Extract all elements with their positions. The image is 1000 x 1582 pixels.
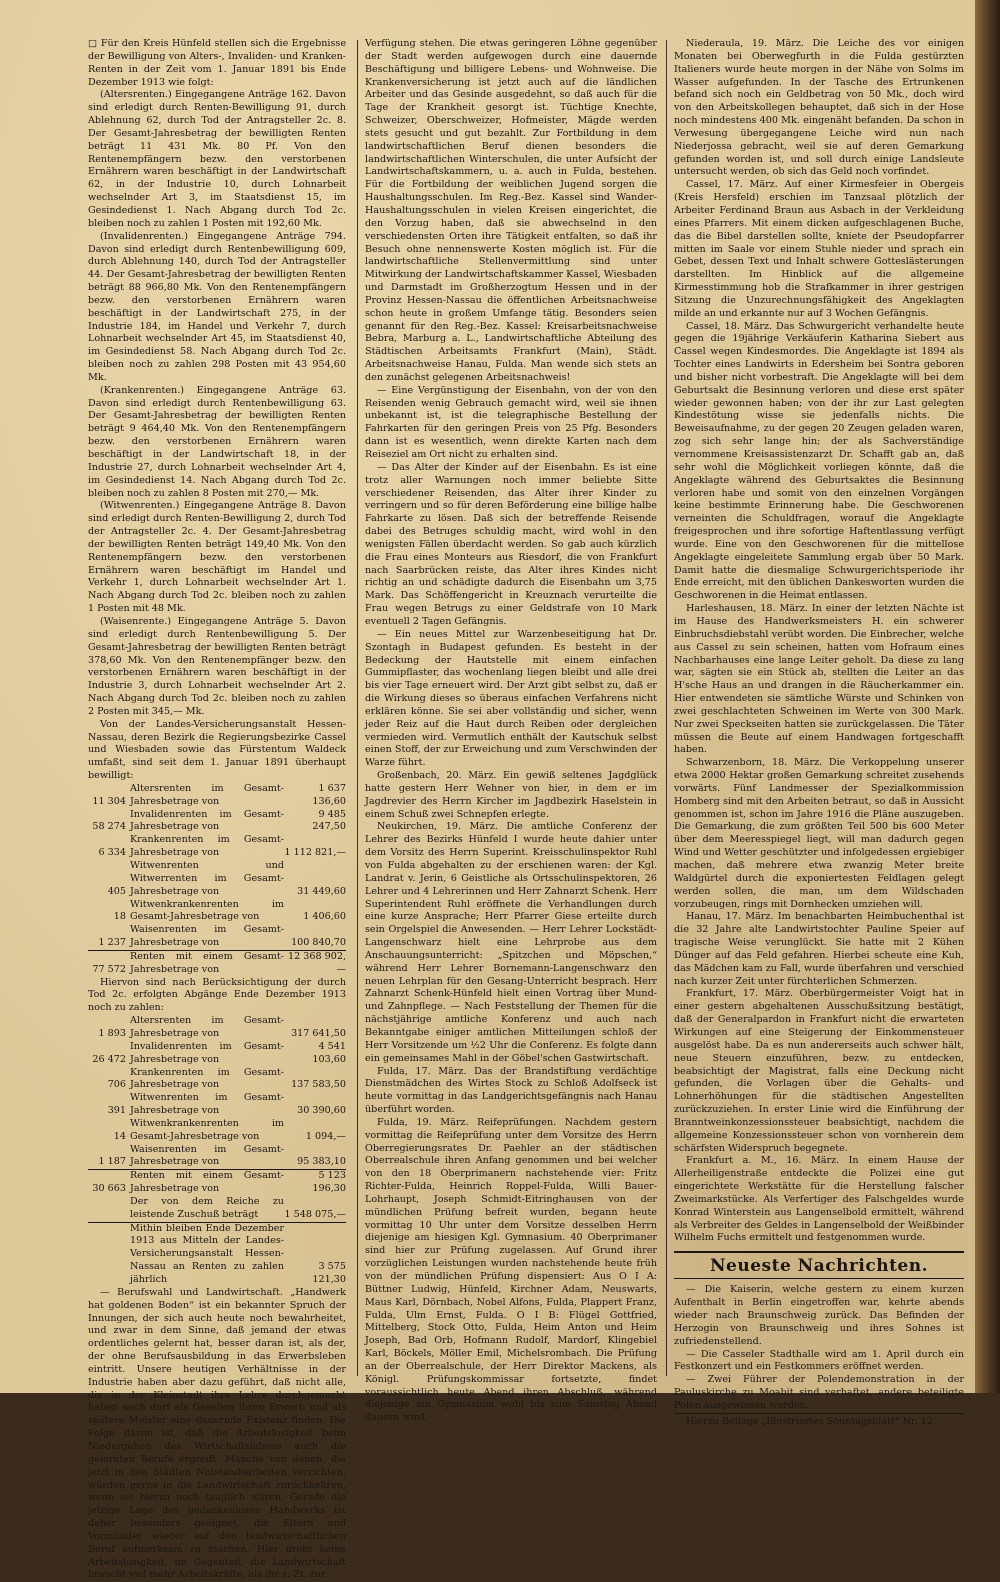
table-row: 391 Witwenrenten im Gesamt-Jahresbetrage von 30 390,60 [107, 1092, 346, 1117]
news-item: — Die Casseler Stadthalle wird am 1. April durch ein Festkonzert und ein Festkommers eröffnet werden. [674, 1348, 964, 1373]
supplement-note: Hierzu Beilage „Illustriertes Sonntagsblatt“ Nr. 12. [674, 1413, 964, 1429]
table-row: 1 237 Waisenrenten im Gesamt-Jahresbetrage von 100 840,70 [88, 924, 346, 950]
column-middle [365, 38, 657, 1424]
news-item: — Zwei Führer der Polendemonstration in der Pauluskirche zu Moabit sind verhaftet, andere beteiligte Polen ausgewiesen worden. [674, 1374, 964, 1411]
table-row-total: 30 663 Renten mit einem Gesamt-Jahresbetrage von 5 123 196,30 [92, 1170, 346, 1195]
table-row-total: 77 572 Renten mit einem Gesamt-Jahresbetrage von 12 368 902,— [92, 950, 346, 975]
pension-altersrenten: (Altersrenten.) Eingegangene Anträge 162. Davon sind erledigt durch Renten-Bewilligung 91, durch Ablehnung 62, durch Tod der Antragsteller 2c. 8. Der Gesamt-Jahresbetrag der bewilligten Renten beträgt 11 431 Mk. 80 Pf. Von den Rentenempfängern bezw. den verstorbenen Ernährern waren beschäftigt in der Landwirtschaft 62, in der Industrie 10, durch Lohnarbeit wechselnder Art 3, im Staatsdienst 15, im Gesindedienst 1. Nach Abgang durch Tod 2c. bleiben noch zu zahlen 1 Posten mit 192,60 Mk. [88, 89, 346, 229]
column-left [88, 38, 346, 1581]
article-berufswahl-cont: Verfügung stehen. Die etwas geringeren Löhne gegenüber der Stadt werden aufgewogen durch eine dauernde Beschäftigung und billigere Lebens- und Wohnweise. Die Krankenversicherung ist jetzt auch auf die ländlichen Arbeiter und das Gesinde ausgedehnt, so daß auch für die Tage der Krankheit gesorgt ist. Tüchtige Knechte, Schweizer, Oberschweizer, Hofmeister, Mägde werden stets gesucht und gut bezahlt. Zur Fortbildung in dem landwirtschaftlichen Beruf dienen besonders die landwirtschaftlichen Winterschulen, die unter Aufsicht der Landwirtschaftskammern, u. a. auch in Fulda, bestehen. Für die Fortbildung der weiblichen Jugend sorgen die Haushaltungsschulen. Im Reg.-Bez. Kassel sind Wander-Haushaltungsschulen in vielen Kreisen eingerichtet, die den Vorzug haben, daß sie abwechselnd in den verschiedensten Orten ihre Tätigkeit entfalten, so daß ihr Besuch ohne nennenswerte Kosten möglich ist. Für die landwirtschaftliche Stellenvermittlung sind unter Mitwirkung der Landwirtschaftskammer Kassel, Wiesbaden und Darmstadt im Großherzogtum Hessen und in der Provinz Hessen-Nassau die öffentlichen Arbeitsnachweise schon heute in großem Umfange tätig. Besonders seien genannt für den Reg.-Bez. Kassel: Kreisarbeitsnachweise Bebra, Marburg a. L., Landwirtschaftliche Abteilung des Städtischen Arbeitsamts Frankfurt (Main), Städt. Arbeitsnachweise Hanau, Fulda. Man wende sich stets an den zunächst gelegenen Arbeitsnachweis! [365, 38, 657, 383]
article-berufswahl: — Berufswahl und Landwirtschaft. „Handwerk hat goldenen Boden“ ist ein bekannter Spruch der Innungen, der sich auch heute noch bewahrheitet, und zwar in dem Sinne, daß jemand der etwas ordentliches gelernt hat, besser daran ist, als der, der ohne Berufsausbildung in das Erwerbsleben eintritt. Unsere heutigen Verhältnisse in der Industrie haben aber dazu geführt, daß nicht alle, die in der Kleinstadt ihre Lehre durchgemacht haben auch dort als Gesellen ihren Erwerb und als spätere Meister eine dauernde Existenz finden. Die Folge davon ist, daß die Arbeitslosigkeit beim Niedergehen des Wirtschaftslebens auch die gelernten Berufe ergreift. Manche von denen, die jetzt in den Städten Notstandsarbeiten verrichten, würden gerne in die Landwirtschaft zurückkehren, wenn sie hierzu noch tauglich wären. Gerade die jetzige Lage des gedankenlosen Handwerks ist daher besonders geeignet, die Eltern und Vormünder wieder auf den landwirtschaftlichen Beruf aufmerksam zu machen. Hier droht keine Arbeitslosigkeit, im Gegenteil, die Landwirtschaft braucht viel mehr Arbeitskräfte, als ihr z. Zt. zur [88, 1286, 346, 1581]
pension-landesanstalt-intro: Von der Landes-Versicherungsanstalt Hessen-Nassau, deren Bezirk die Regierungsbezirke Cassel und Wiesbaden sowie das Fürstentum Waldeck umfaßt, sind seit dem 1. Januar 1891 überhaupt bewilligt: [88, 718, 346, 782]
pension-krankenrenten: (Krankenrenten.) Eingegangene Anträge 63. Davon sind erledigt durch Rentenbewilligung 63. Der Gesamt-Jahresbetrag der bewilligten Renten beträgt 9 464,40 Mk. Von den Rentenempfängern bezw. den verstorbenen Ernährern waren beschäftigt in der Landwirtschaft 18, in der Industrie 27, durch Lohnarbeit wechselnder Art 4, im Gesindedienst 14. Nach Abgang durch Tod 2c. bleiben noch zu zahlen 8 Posten mit 270,— Mk. [88, 384, 346, 499]
table-row: 26 472 Invalidenrenten im Gesamt-Jahresbetrage von 4 541 103,60 [92, 1040, 346, 1065]
article-frankfurt-16: Frankfurt a. M., 16. März. In einem Hause der Allerheiligenstraße entdeckte die Polizei eine gut eingerichtete Werkstätte für die Herstellung falscher Zweimarkstücke. Als Verfertiger des Falschgeldes wurde Konrad Winterstein aus Langenselbold ermittelt, während als Verbreiter des Geldes in Langenselbold der Weißbinder Wilhelm Fuchs ermittelt und festgenommen wurde. [674, 1155, 964, 1244]
column-divider [357, 40, 358, 1376]
column-right [674, 38, 964, 1427]
column-divider [666, 40, 667, 1376]
table-row: 1 187 Waisenrenten im Gesamt-Jahresbetrage von 95 383,10 [88, 1144, 346, 1170]
article-harleshausen: Harleshausen, 18. März. In einer der letzten Nächte ist im Hause des Handwerksmeisters H. ein schwerer Einbruchsdiebstahl verübt worden. Die Einbrecher, welche aus Cassel zu sein scheinen, hatten vom Hofraum eines Nachbarhauses eine lange Leiter geholt. Da diese zu lang war, sägten sie ein Stück ab, stellten die Leiter an das H'sche Haus an und drangen in die Räucherkammer ein. Hier entwendeten sie sämtliche Würste und Schinken von zwei geschlachteten Schweinen im Werte von 300 Mark. Nur zwei Speckseiten hatten sie zurückgelassen. Die Täter müssen die Beute auf einem Handwagen fortgeschafft haben. [674, 603, 964, 756]
table-row-landes: Mithin bleiben Ende Dezember 1913 aus Mitteln der Landes-Versicherungsanstalt Hessen-Nassau an Renten zu zahlen jährlich 3 575 121,30 [130, 1222, 346, 1285]
article-neukirchen: Neukirchen, 19. März. Die amtliche Conferenz der Lehrer des Bezirks Hünfeld I wurde heute dahier unter dem Vorsitz des Herrn Superint. Kreisschulinspektor Ruhl von Fulda abgehalten zu der erschienen waren: der Kgl. Landrat v. Jerin, 6 Geistliche als Ortsschulinspektoren, 26 Lehrer und 4 Lehrerinnen und Herr Zahnarzt Schenk. Herr Superintendent Ruhl eröffnete die Verhandlungen durch eine kurze Ansprache; Herr Pfarrer Giese erteilte durch sein Orgelspiel die Anwesenden. — Herr Lehrer Lockstädt-Langenschwarz hielt eine Lehrprobe aus dem Anschauungsunterricht: „Spitzchen und Möpschen,“ während Herr Lehrer Bornemann-Langenschwarz den neuen Lehrplan für den Gesang-Unterricht besprach. Herr Zahnarzt Schenk-Hünfeld hielt einen Vortrag über Mund- und Zahnpflege. — Nach Feststellung der Themen für die nächstjährige amtliche Konferenz und auch nach Bekanntgabe einiger amtlichen Mitteilungen schloß der Herr Vorsitzende um ½2 Uhr die Conferenz. Es folgte dann ein gemeinsames Mahl in der Göbel'schen Gastwirtschaft. [365, 821, 657, 1064]
article-kinderalter: — Das Alter der Kinder auf der Eisenbahn. Es ist eine trotz aller Warnungen noch immer beliebte Sitte verschiedener Reisenden, das Alter ihrer Kinder zu verringern und so für deren Beförderung eine billige halbe Fahrkarte zu lösen. Daß sich der betreffende Reisende dabei des Betruges schuldig macht, wird wohl in den wenigsten Fällen überdacht werden. So gab auch kürzlich die Frau eines Monteurs aus Riesdorf, die von Frankfurt nach Saarbrücken reiste, das Alter ihres Kindes nicht richtig an und schädigte dadurch die Eisenbahn um 3,75 Mark. Das Schöffengericht in Kreuznach verurteilte die Frau wegen Betrugs zu einer Geldstrafe von 10 Mark eventuell 2 Tagen Gefängnis. [365, 461, 657, 627]
article-grossenbach: Großenbach, 20. März. Ein gewiß seltenes Jagdglück hatte gestern Herr Wehner von hier, in dem er im Jagdrevier des Herrn Kircher im Jagdbezirk Haselstein in einem Schuß zwei Schnepfen erlegte. [365, 770, 657, 820]
table-row: 58 274 Invalidenrenten im Gesamt-Jahresbetrage von 9 485 247,50 [92, 808, 346, 833]
pension-remaining-intro: Hiervon sind nach Berücksichtigung der durch Tod 2c. erfolgten Abgänge Ende Dezember 1913 noch zu zahlen: [88, 976, 346, 1014]
pension-table-total [88, 783, 346, 977]
article-hanau: Hanau, 17. März. Im benachbarten Heimbuchenthal ist die 32 Jahre alte Landwirtstochter Pauline Speier auf tragische Weise verunglückt. Sie hatte mit 2 Kühen Dünger auf das Feld gefahren. Hierbei scheute eine Kuh, das Mädchen kam zu Fall, wurde überfahren und verschied nach kurzer Zeit unter fürchterlichen Schmerzen. [674, 911, 964, 987]
news-item: — Die Kaiserin, welche gestern zu einem kurzen Aufenthalt in Berlin eingetroffen war, kehrte abends wieder nach Braunschweig zurück. Das Befinden der Herzogin von Braunschweig und ihres Sohnes ist zufriedenstellend. [674, 1284, 964, 1347]
article-niederaula: Niederaula, 19. März. Die Leiche des vor einigen Monaten bei Oberwegfurth in die Fulda gestürzten Italieners wurde heute morgen in der Nähe von Solms im Wasser aufgefunden. In der Tasche des Ertrunkenen befand sich noch ein Geldbetrag von 50 Mk., doch wird von den Arbeitskollegen behauptet, daß sich in der Hose noch mindestens 400 Mk. eingenäht befanden. Da schon in Verwesung übergegangene Leiche wird nun nach Niederjossa gebracht, weil sie auf deren Gemarkung gefunden worden ist, und soll durch einige Landsleute untersucht werden, ob sich das Geld noch vorfindet. [674, 38, 964, 178]
news-heading-box [674, 1251, 964, 1279]
article-warzen: — Ein neues Mittel zur Warzenbeseitigung hat Dr. Szontagh in Budapest gefunden. Es besteht in der Bedeckung der Hautstelle mit einem einfachen Gummipflaster, das wochenlang liegen bleibt und alle drei bis vier Tage erneuert wird. Der Arzt gibt selbst zu, daß er die Wirkung dieses so überaus einfachen Verfahrens nicht erklären könne. Sie sei aber vollständig und sicher, wenn jeder Reiz auf die Haut durch Reiben oder dergleichen vermieden wird. Vermutlich enthält der Kautschuk selbst einen Stoff, der zur Erweichung und zum Verschwinden der Warze führt. [365, 628, 657, 769]
table-row: 405 Witwenrenten und Witwerrenten im Gesamt-Jahresbetrage von 31 449,60 [107, 860, 346, 897]
pension-invalidenrenten: (Invalidenrenten.) Eingegangene Anträge 794. Davon sind erledigt durch Rentenbewilligung 609, durch Ablehnung 140, durch Tod der Antragsteller 44. Der Gesamt-Jahresbetrag der bewilligten Renten beträgt 88 966,80 Mk. Von den Rentenempfängern bezw. den verstorbenen Ernährern waren beschäftigt in der Landwirtschaft 275, in der Industrie 184, im Handel und Verkehr 7, durch Lohnarbeit wechselnder Art 45, im Staatsdienst 40, im Gesindedienst 58. Nach Abgang durch Tod 2c. bleiben noch zu zahlen 298 Posten mit 43 954,60 Mk. [88, 230, 346, 383]
table-row: 11 304 Altersrenten im Gesamt-Jahresbetrage von 1 637 136,60 [92, 782, 346, 807]
article-cassel-18: Cassel, 18. März. Das Schwurgericht verhandelte heute gegen die 19jährige Verkäuferin Katharina Siebert aus Cassel wegen Kindesmordes. Die Angeklagte ist 1894 als Tochter eines Landwirts in Edersheim bei Sontra geboren und bisher nicht vorbestraft. Die Angeklagte will bei dem Geburtsakt die Besinnung verloren und diese erst später wieder gewonnen haben; von der ihr zur Last gelegten Kindestötung wisse sie jedenfalls nichts. Die Beweisaufnahme, zu der gegen 20 Zeugen geladen waren, zog sich sehr lange hin; der als Sachverständige vernommene Kreisassistenzarzt Dr. Schafft gab an, daß sehr wohl die Möglichkeit vorliegen könnte, daß die Angeklagte während des Geburtsaktes die Besinnung verloren habe und somit von den einzelnen Vorgängen keine bestimmte Erinnerung habe. Die Geschworenen verneinten die Schuldfragen, worauf die Angeklagte freigesprochen und ihre sofortige Haftentlassung verfügt wurde. Eine von den Geschworenen für die mittellose Angeklagte eingeleitete Sammlung ergab über 50 Mark. Damit hatte die diesmalige Schwurgerichtsperiode ihr Ende erreicht, mit den üblichen Dankesworten wurden die Geschworenen in die Heimat entlassen. [674, 320, 964, 602]
pension-witwenrenten: (Witwenrenten.) Eingegangene Anträge 8. Davon sind erledigt durch Renten-Bewilligung 2, durch Tod der Antragsteller 2c. 4. Der Gesamt-Jahresbetrag der bewilligten Renten beträgt 149,40 Mk. Von den Rentenempfängern bezw. den verstorbenen Ernährern waren beschäftigt im Handel und Verkehr 1, durch Lohnarbeit wechselnder Art 1. Nach Abgang durch Tod 2c. bleiben noch zu zahlen 1 Posten mit 48 Mk. [88, 500, 346, 615]
article-frankfurt-17: Frankfurt, 17. März. Oberbürgermeister Voigt hat in einer gestern abgehaltenen Ausschußsitzung bestätigt, daß der Generalpardon in Frankfurt nicht die erwarteten Wirkungen auf eine Steigerung der Einkommensteuer ausgelöst habe. Da es nun andererseits auch schwer hält, neue Steuern einzuführen, bezw. zu entdecken, beabsichtigt der Magistrat, falls eine Deckung nicht gefunden, die Vorlagen über die Gehalts- und Lohnerhöhungen für die städtischen Angestellten zurückzuziehen. In erster Linie wird die Einführung der Branntweinkonzessionssteuer beabsichtigt, nachdem die allgemeine Konzessionssteuer schon von vornherein dem schärfsten Widerspruch begegnete. [674, 988, 964, 1154]
table-row: 6 334 Krankenrenten im Gesamt-Jahresbetrage von 1 112 821,— [98, 834, 346, 859]
table-row: 706 Krankenrenten im Gesamt-Jahresbetrage von 137 583,50 [107, 1066, 346, 1091]
article-schwarzenborn: Schwarzenborn, 18. März. Die Verkoppelung unserer etwa 2000 Hektar großen Gemarkung schreitet zusehends vorwärts. Fünf Landmesser der Spezialkommission Homberg sind mit den Arbeiten betraut, so daß in Aussicht genommen ist, schon im Jahre 1916 die Pläne auszugeben. Die Gemarkung, die zum größten Teil 500 bis 600 Meter über dem Meeresspiegel liegt, will man dadurch gegen Wind und Wetter geschützter und infolgedessen ergiebiger machen, daß mehrere etwa zwanzig Meter breite Waldgürtel durch die exponiertesten Feldlagen gelegt werden sollen, die man, um dem Wildschaden vorzubeugen, rings mit Dornhecken umziehen will. [674, 757, 964, 910]
table-row: 18 Witwenkrankenrenten im Gesamt-Jahresbetrage von 1 406,60 [113, 898, 346, 923]
table-row-reich: Der von dem Reiche zu leistende Zuschuß beträgt 1 548 075,— [88, 1196, 346, 1222]
table-row: 1 893 Altersrenten im Gesamt-Jahresbetrage von 317 641,50 [98, 1015, 346, 1039]
pension-table-remaining [88, 1015, 346, 1287]
article-cassel-17: Cassel, 17. März. Auf einer Kirmesfeier in Obergeis (Kreis Hersfeld) erschien im Tanzsaal plötzlich der Arbeiter Ferdinand Braun aus Asbach in der Verkleidung eines Pfarrers. Mit einem dicken aufgeschlagenen Buche, das die Bibel darstellen sollte, kniete der Pseudopfarrer mitten im Saale vor einem Stuhle nieder und sprach ein Gebet, dessen Text und Inhalt schwere Gotteslästerungen darstellten. Im Hinblick auf die allgemeine Kirmesstimmung hob die Strafkammer in ihrer gestrigen Sitzung die Unzurechnungsfähigkeit des Angeklagten milde an und erkannte nur auf 3 Wochen Gefängnis. [674, 179, 964, 319]
pension-intro: □ Für den Kreis Hünfeld stellen sich die Ergebnisse der Bewilligung von Alters-, Invaliden- und Kranken-Renten in der Zeit vom 1. Januar 1891 bis Ende Dezember 1913 wie folgt: [88, 38, 346, 88]
article-fulda-17: Fulda, 17. März. Das der Brandstiftung verdächtige Dienstmädchen des Wirtes Stock zu Schloß Adolfseck ist heute vormittag in das Landgerichtsgefängnis nach Hanau überführt worden. [365, 1065, 657, 1116]
pension-waisenrente: (Waisenrente.) Eingegangene Anträge 5. Davon sind erledigt durch Rentenbewilligung 5. Der Gesamt-Jahresbetrag der bewilligten Renten beträgt 378,60 Mk. Von den Rentenempfänger bezw. den verstorbenen Ernährern waren beschäftigt in der Industrie 3, durch Lohnarbeit wechselnder Art 2. Nach Abgang durch Tod 2c. bleiben noch zu zahlen 2 Posten mit 345,— Mk. [88, 615, 346, 717]
news-heading: Neueste Nachrichten. [709, 1256, 929, 1277]
article-eisenbahn: — Eine Vergünstigung der Eisenbahn, von der von den Reisenden wenig Gebrauch gemacht wird, weil sie ihnen unbekannt ist, ist die telegraphische Bestellung der Fahrkarten für den geringen Preis von 25 Pfg. Besonders dann ist es wesentlich, wenn direkte Karten nach dem Reiseziel am Ort nicht zu erhalten sind. [365, 384, 657, 460]
binding-edge [975, 0, 1000, 1393]
article-fulda-19: Fulda, 19. März. Reifeprüfungen. Nachdem gestern vormittag die Reifeprüfung unter dem Vorsitze des Herrn Oberregierungsrates Dr. Paehler an der städtischen Oberrealschule ihren Anfang genommen und bei welcher von den 18 Oberprimanern nachstehende vier: Fritz Richter-Fulda, Heinrich Roppel-Fulda, Willi Bauer-Lohrhaupt, Joseph Schmidt-Eitringhausen von der mündlichen Prüfung befreit wurden, begann heute vormittag 10 Uhr unter dem Vorsitze desselben Herrn diejenige am hiesigen Kgl. Gymnasium. 40 Oberprimaner sind hier zur Prüfung zugelassen. Auf Grund ihrer vorzüglichen Leistungen wurden nachstehende heute früh von der mündlichen Prüfung dispensiert: Aus O I A: Büttner Ludwig, Hünfeld, Kirchner Adam, Neuswarts, Maus Karl, Dörnbach, Nobel Alfons, Fulda, Plappert Franz, Fulda, Ulm Ernst, Fulda. O I B: Flügel Gottfried, Mittelberg, Stock Otto, Fulda, Heim Anton und Heim Joseph, Bad Orb, Hofmann Rudolf, Mardorf, Klingebiel Karl, Böckels, Möller Emil, Michelsrombach. Die Prüfung an der Oberrealschule, der Herr Direktor Mackens, als Königl. Prüfungskommissar fortsetzte, findet voraussichtlich heute Abend ihren Abschluß, während diejenige am Gymnasium wohl bis zum Samstag Abend dauern wird. [365, 1116, 657, 1424]
table-row: 14 Witwenkrankenrenten im Gesamt-Jahresbetrage von 1 094,— [113, 1117, 346, 1142]
